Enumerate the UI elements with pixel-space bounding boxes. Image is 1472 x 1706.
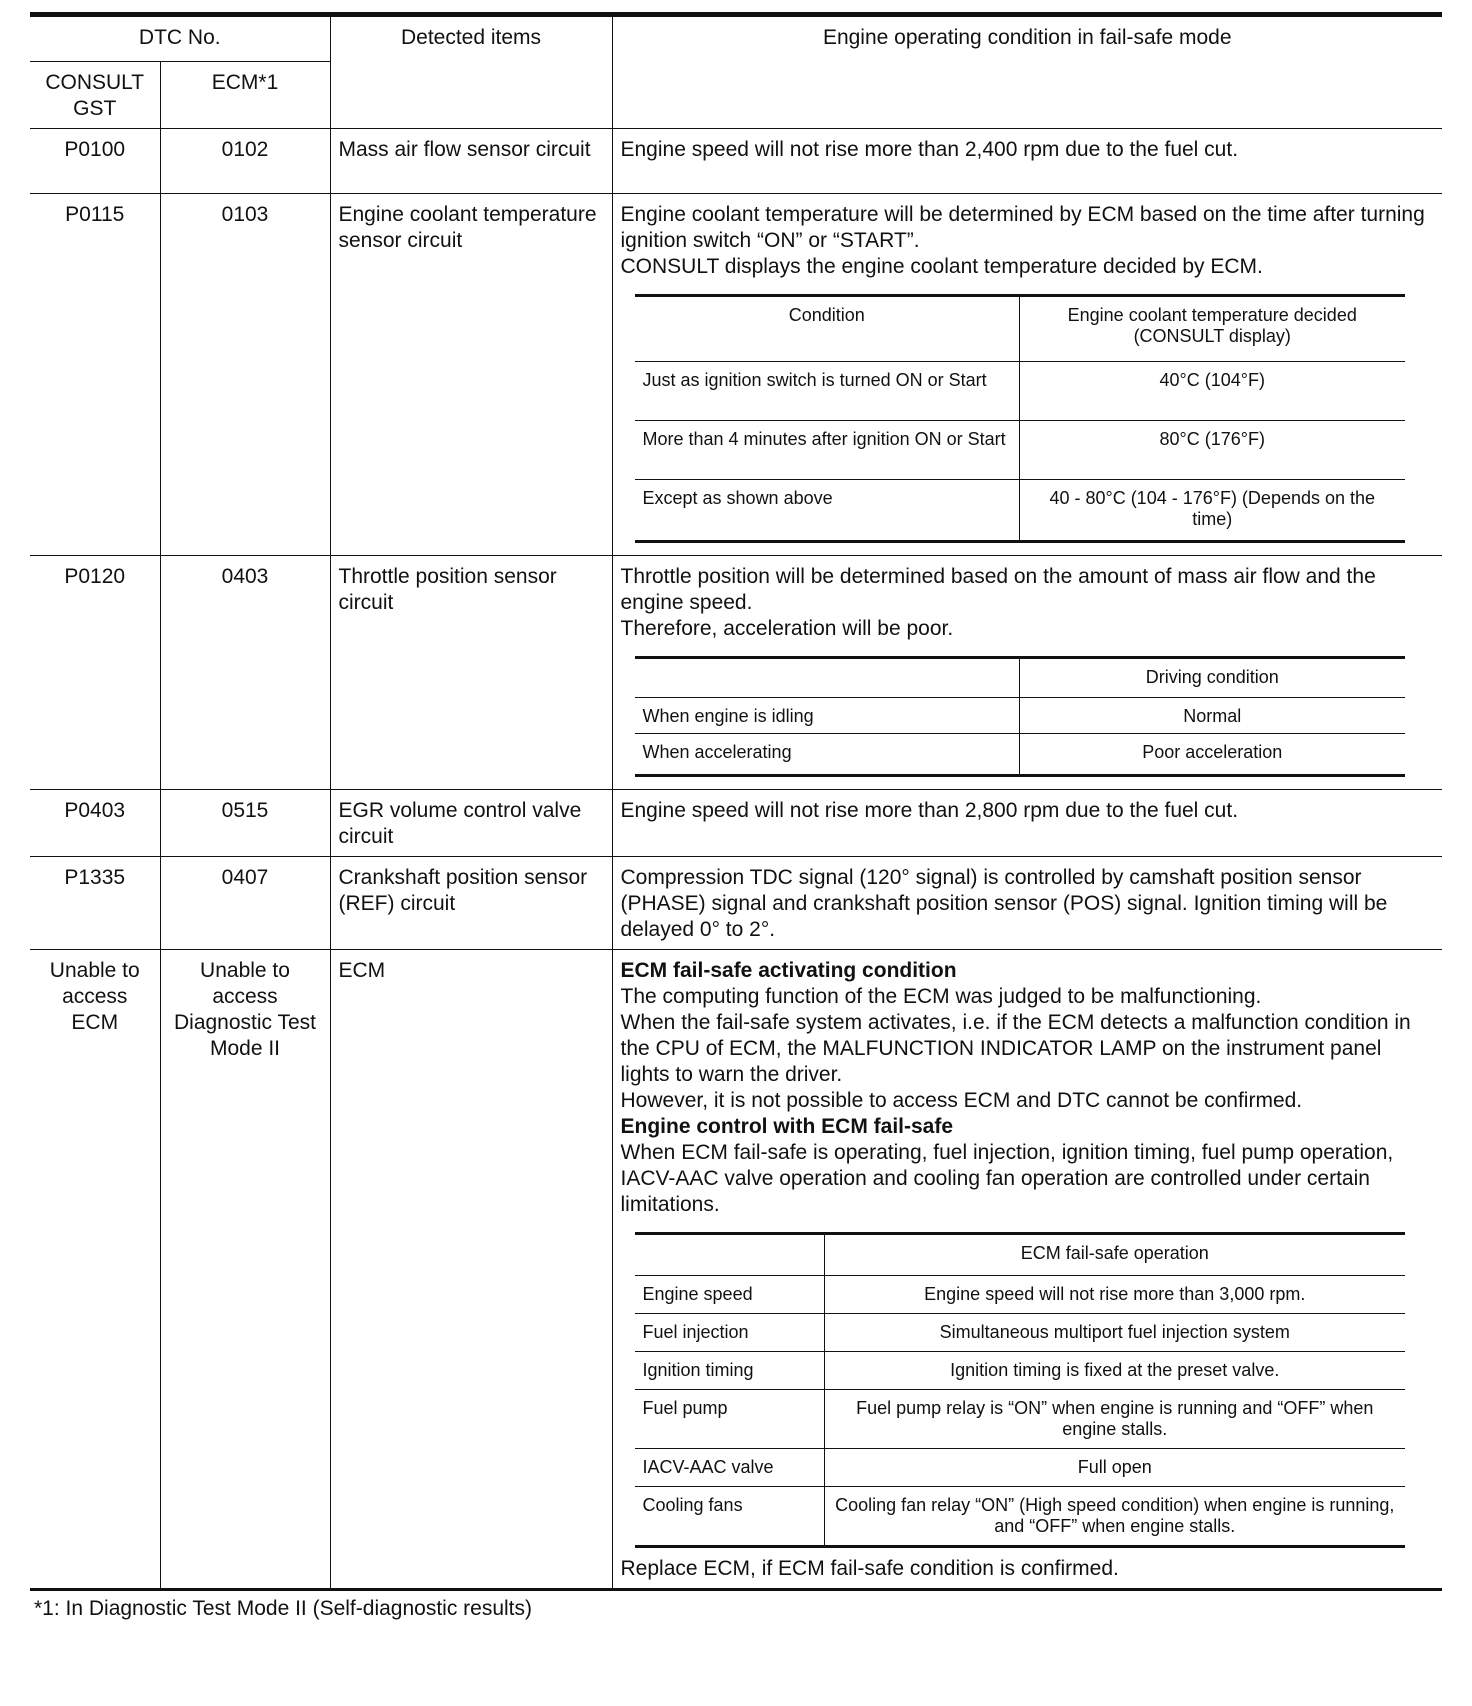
sub-cell: Fuel injection [635,1314,825,1352]
sub-cell: Simultaneous multiport fuel injection system [825,1314,1405,1352]
consult-code: Unable to access ECM [30,950,160,1590]
detected-item: Mass air flow sensor circuit [330,129,612,194]
condition-text: Therefore, acceleration will be poor. [620,617,954,640]
sub-cell: Fuel pump relay is “ON” when engine is running and “OFF” when engine stalls. [825,1390,1405,1449]
table-row [30,194,1442,556]
ecm-failsafe-subtable [635,1232,1405,1548]
sub-cell: IACV-AAC valve [635,1449,825,1487]
replace-note: Replace ECM, if ECM fail-safe condition is confirmed. [620,1557,1119,1580]
condition-text: The computing function of the ECM was judged to be malfunctioning. [620,985,1262,1008]
sub-cell: 40 - 80°C (104 - 176°F) (Depends on the time) [1020,480,1405,542]
condition-text: Engine speed will not rise more than 2,400 rpm due to the fuel cut. [612,129,1442,194]
consult-gst-header: CONSULT GST [30,62,160,129]
ecm-code: 0102 [160,129,330,194]
condition-text: When ECM fail-safe is operating, fuel injection, ignition timing, fuel pump operation, IACV-AAC valve operation and cooling fan operation are controlled under certain limitations. [620,1141,1394,1216]
sub-header-empty [635,658,1020,698]
condition-cell [612,556,1442,790]
condition-text: Compression TDC signal (120° signal) is controlled by camshaft position sensor (PHASE) signal and crankshaft position sensor (POS) signal. Ignition timing will be delayed 0° to 2°. [612,857,1442,950]
section-heading: Engine control with ECM fail-safe [620,1115,954,1138]
dtc-no-header: DTC No. [30,15,330,62]
sub-header-operation: ECM fail-safe operation [825,1234,1405,1276]
sub-cell: Poor acceleration [1020,734,1405,776]
consult-code: P0120 [30,556,160,790]
detected-item: ECM [330,950,612,1590]
sub-cell: 80°C (176°F) [1020,421,1405,480]
sub-cell: When engine is idling [635,698,1020,734]
condition-text: Throttle position will be determined based on the amount of mass air flow and the engine speed. [620,565,1376,614]
table-row [30,556,1442,790]
sub-cell: Ignition timing [635,1352,825,1390]
detected-item: Throttle position sensor circuit [330,556,612,790]
table-row [30,790,1442,857]
sub-header-empty [635,1234,825,1276]
throttle-subtable [635,656,1405,777]
condition-text: Engine speed will not rise more than 2,800 rpm due to the fuel cut. [612,790,1442,857]
sub-cell: Ignition timing is fixed at the preset valve. [825,1352,1405,1390]
detected-item: EGR volume control valve circuit [330,790,612,857]
table-row [30,129,1442,194]
sub-cell: Normal [1020,698,1405,734]
detected-item: Engine coolant temperature sensor circuit [330,194,612,556]
condition-cell [612,194,1442,556]
condition-text: Engine coolant temperature will be determined by ECM based on the time after turning ignition switch “ON” or “START”. [620,203,1425,252]
condition-text: CONSULT displays the engine coolant temperature decided by ECM. [620,255,1263,278]
footnote: *1: In Diagnostic Test Mode II (Self-diagnostic results) [34,1597,533,1620]
table-row [30,857,1442,950]
section-heading: ECM fail-safe activating condition [620,959,957,982]
engine-condition-header: Engine operating condition in fail-safe mode [612,15,1442,129]
ecm1-header: ECM*1 [160,62,330,129]
coolant-subtable [635,294,1405,543]
consult-code: P0100 [30,129,160,194]
sub-cell: Full open [825,1449,1405,1487]
ecm-code: 0403 [160,556,330,790]
sub-header-condition: Condition [635,296,1020,362]
sub-cell: More than 4 minutes after ignition ON or Start [635,421,1020,480]
ecm-code: 0103 [160,194,330,556]
sub-cell: 40°C (104°F) [1020,362,1405,421]
sub-cell: Cooling fan relay “ON” (High speed condition) when engine is running, and “OFF” when engine stalls. [825,1487,1405,1547]
consult-code: P1335 [30,857,160,950]
sub-header-temp: Engine coolant temperature decided (CONSULT display) [1020,296,1405,362]
consult-code: P0403 [30,790,160,857]
consult-code: P0115 [30,194,160,556]
condition-text: When the fail-safe system activates, i.e. if the ECM detects a malfunction condition in the CPU of ECM, the MALFUNCTION INDICATOR LAMP on the instrument panel lights to warn the driver. [620,1011,1411,1086]
condition-text: However, it is not possible to access ECM and DTC cannot be confirmed. [620,1089,1303,1112]
document-page [30,12,1442,1621]
table-row [30,950,1442,1590]
ecm-code: 0515 [160,790,330,857]
sub-cell: Engine speed [635,1276,825,1314]
sub-cell: When accelerating [635,734,1020,776]
condition-cell [612,950,1442,1590]
sub-cell: Just as ignition switch is turned ON or Start [635,362,1020,421]
ecm-code: Unable to access Diagnostic Test Mode II [160,950,330,1590]
ecm-code: 0407 [160,857,330,950]
detected-items-header: Detected items [330,15,612,129]
sub-cell: Except as shown above [635,480,1020,542]
header-row [30,15,1442,62]
sub-header-driving: Driving condition [1020,658,1405,698]
failsafe-table [30,12,1442,1591]
sub-cell: Engine speed will not rise more than 3,000 rpm. [825,1276,1405,1314]
sub-cell: Fuel pump [635,1390,825,1449]
detected-item: Crankshaft position sensor (REF) circuit [330,857,612,950]
sub-cell: Cooling fans [635,1487,825,1547]
